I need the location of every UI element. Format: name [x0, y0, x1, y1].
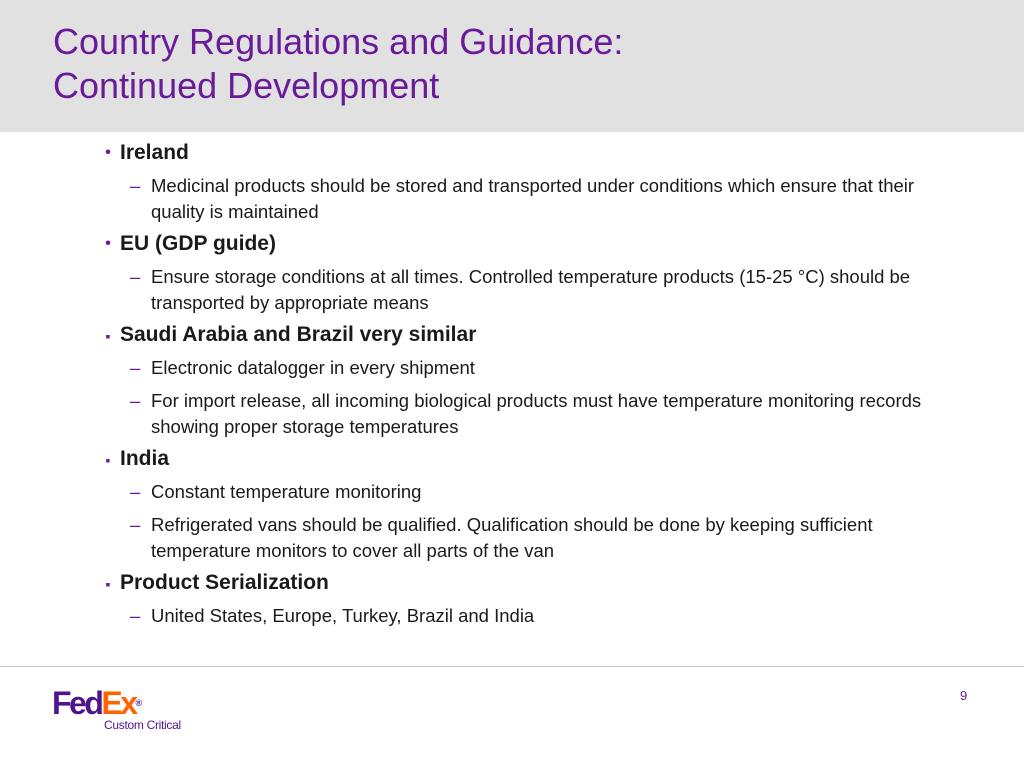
- logo-ex: Ex: [101, 685, 136, 721]
- bullet-item: [100, 388, 960, 440]
- section-heading-ireland: [100, 140, 960, 166]
- section-heading-product-serialization: [100, 570, 960, 596]
- bullet-item-text: Electronic datalogger in every shipment: [151, 357, 475, 378]
- slide-title-line-1: Country Regulations and Guidance:: [53, 21, 624, 62]
- footer-divider: [0, 666, 1024, 667]
- bullet-item-text: Constant temperature monitoring: [151, 481, 422, 502]
- bullet-dot-icon: •: [105, 144, 111, 161]
- slide-title-line-2: Continued Development: [53, 65, 440, 106]
- dash-icon: –: [130, 390, 141, 411]
- dash-icon: –: [130, 175, 141, 196]
- fedex-custom-critical-logo: [52, 685, 181, 732]
- bullet-item-text: Medicinal products should be stored and transported under conditions which ensure that their quality is maintained: [151, 175, 915, 222]
- bullet-item-text: For import release, all incoming biological products must have temperature monitoring records showing proper storage temperatures: [151, 390, 922, 437]
- fedex-wordmark: [52, 687, 142, 719]
- dash-icon: –: [130, 514, 141, 535]
- page-number: 9: [960, 688, 968, 703]
- bullet-square-icon: ▪: [105, 452, 111, 468]
- section-heading-text: Ireland: [120, 141, 189, 164]
- dash-icon: –: [130, 266, 141, 287]
- bullet-item: [100, 173, 960, 225]
- bullet-item: [100, 479, 960, 505]
- dash-icon: –: [130, 605, 141, 626]
- bullet-item-text: Refrigerated vans should be qualified. Qualification should be done by keeping sufficient temperature monitors to cover all parts of the van: [151, 514, 873, 561]
- title-bar: [0, 0, 1024, 132]
- bullet-dot-icon: •: [105, 235, 111, 252]
- bullet-item: [100, 264, 960, 316]
- section-heading-saudi-brazil: [100, 322, 960, 348]
- slide-title: [53, 20, 623, 108]
- dash-icon: –: [130, 357, 141, 378]
- logo-subtitle: Custom Critical: [104, 718, 181, 732]
- bullet-item-text: Ensure storage conditions at all times. Controlled temperature products (15-25 °C) should be transported by appropriate means: [151, 266, 911, 313]
- section-heading-eu: [100, 231, 960, 257]
- bullet-item: [100, 355, 960, 381]
- bullet-item: [100, 512, 960, 564]
- bullet-square-icon: ▪: [105, 576, 111, 592]
- bullet-item-text: United States, Europe, Turkey, Brazil and India: [151, 605, 535, 626]
- logo-fed: Fed: [52, 685, 102, 721]
- bullet-list: [100, 138, 960, 629]
- dash-icon: –: [130, 481, 141, 502]
- section-heading-text: Product Serialization: [120, 571, 329, 594]
- section-heading-india: [100, 446, 960, 472]
- section-heading-text: EU (GDP guide): [120, 232, 276, 255]
- bullet-square-icon: ▪: [105, 328, 111, 344]
- section-heading-text: India: [120, 447, 170, 470]
- section-heading-text: Saudi Arabia and Brazil very similar: [120, 323, 477, 346]
- bullet-item: [100, 603, 960, 629]
- registered-mark: ®: [135, 698, 143, 708]
